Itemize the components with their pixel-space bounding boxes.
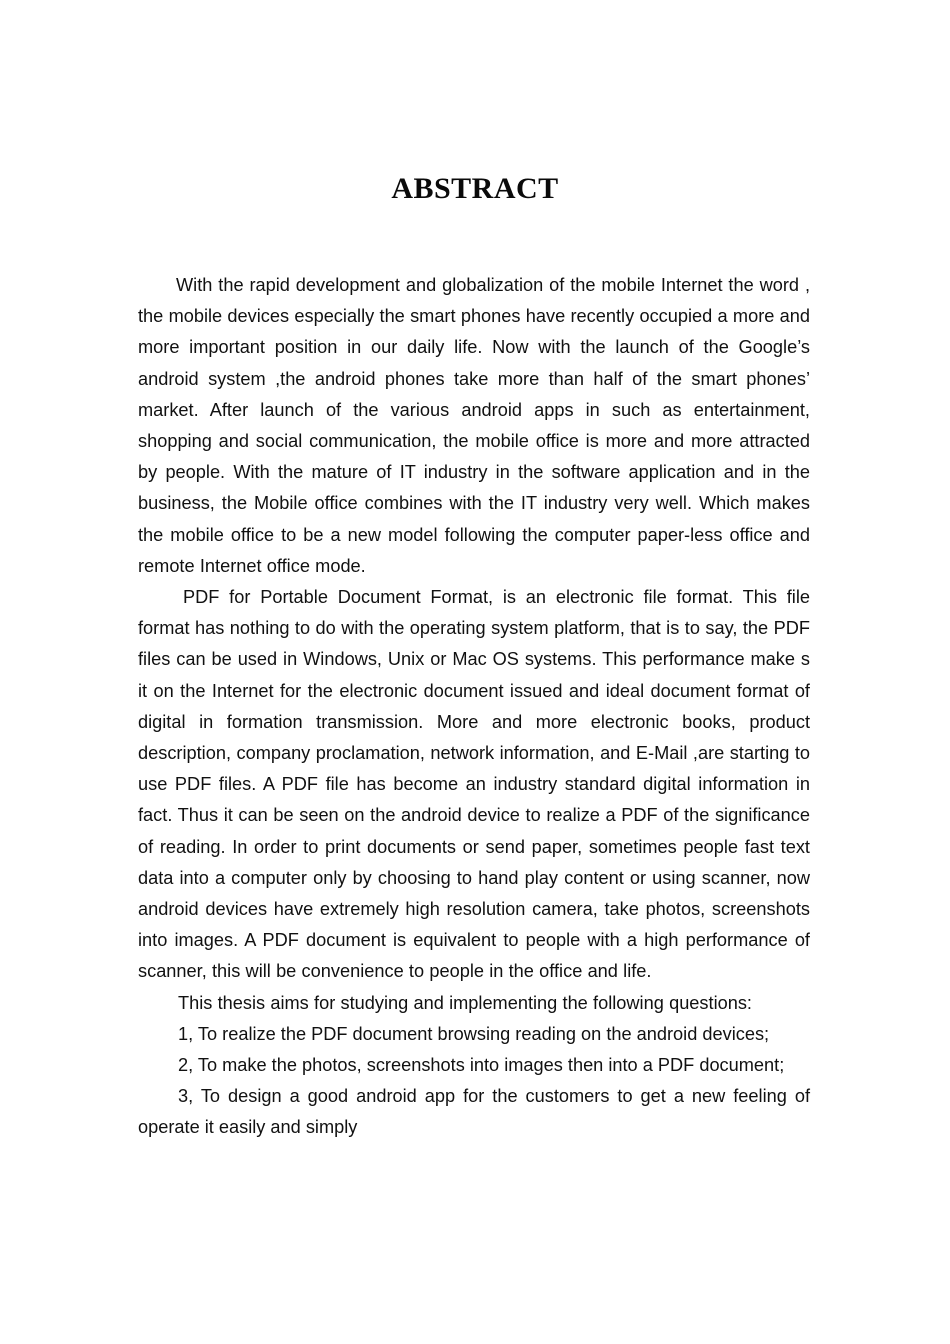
abstract-paragraph-3: This thesis aims for studying and implementing the following questions: [178, 992, 752, 1013]
list-item: 2, To make the photos, screenshots into images then into a PDF document; [178, 1055, 785, 1076]
abstract-body [138, 270, 810, 1144]
list-item: 3, To design a good android app for the customers to get a new feeling of operate it easily and simply [138, 1086, 810, 1138]
list-item: 1, To realize the PDF document browsing reading on the android devices; [178, 1023, 770, 1044]
abstract-paragraph-1: With the rapid development and globalization of the mobile Internet the word , the mobile devices especially the smart phones have recently occupied a more and more important position in our daily life. Now with the launch of the Google’s android system ,the android phones take more than half of the smart phones’ market. After launch of the various android apps in such as entertainment, shopping and social communication, the mobile office is more and more attracted by people. With the mature of IT industry in the software application and in the business, the Mobile office combines with the IT industry very well. Which makes the mobile office to be a new model following the computer paper-less office and remote Internet office mode. [138, 275, 810, 576]
abstract-paragraph-2: PDF for Portable Document Format, is an electronic file format. This file format has nothing to do with the operating system platform, that is to say, the PDF files can be used in Windows, Unix or Mac OS systems. This performance make s it on the Internet for the electronic document issued and ideal document format of digital in formation transmission. More and more electronic books, product description, company proclamation, network information, and E-Mail ,are starting to use PDF files. A PDF file has become an industry standard digital information in fact. Thus it can be seen on the android device to realize a PDF of the significance of reading. In order to print documents or send paper, sometimes people fast text data into a computer only by choosing to hand play content or using scanner, now android devices have extremely high resolution camera, take photos, screenshots into images. A PDF document is equivalent to people with a high performance of scanner, this will be convenience to people in the office and life. [138, 587, 810, 982]
page-title: ABSTRACT [391, 172, 559, 206]
